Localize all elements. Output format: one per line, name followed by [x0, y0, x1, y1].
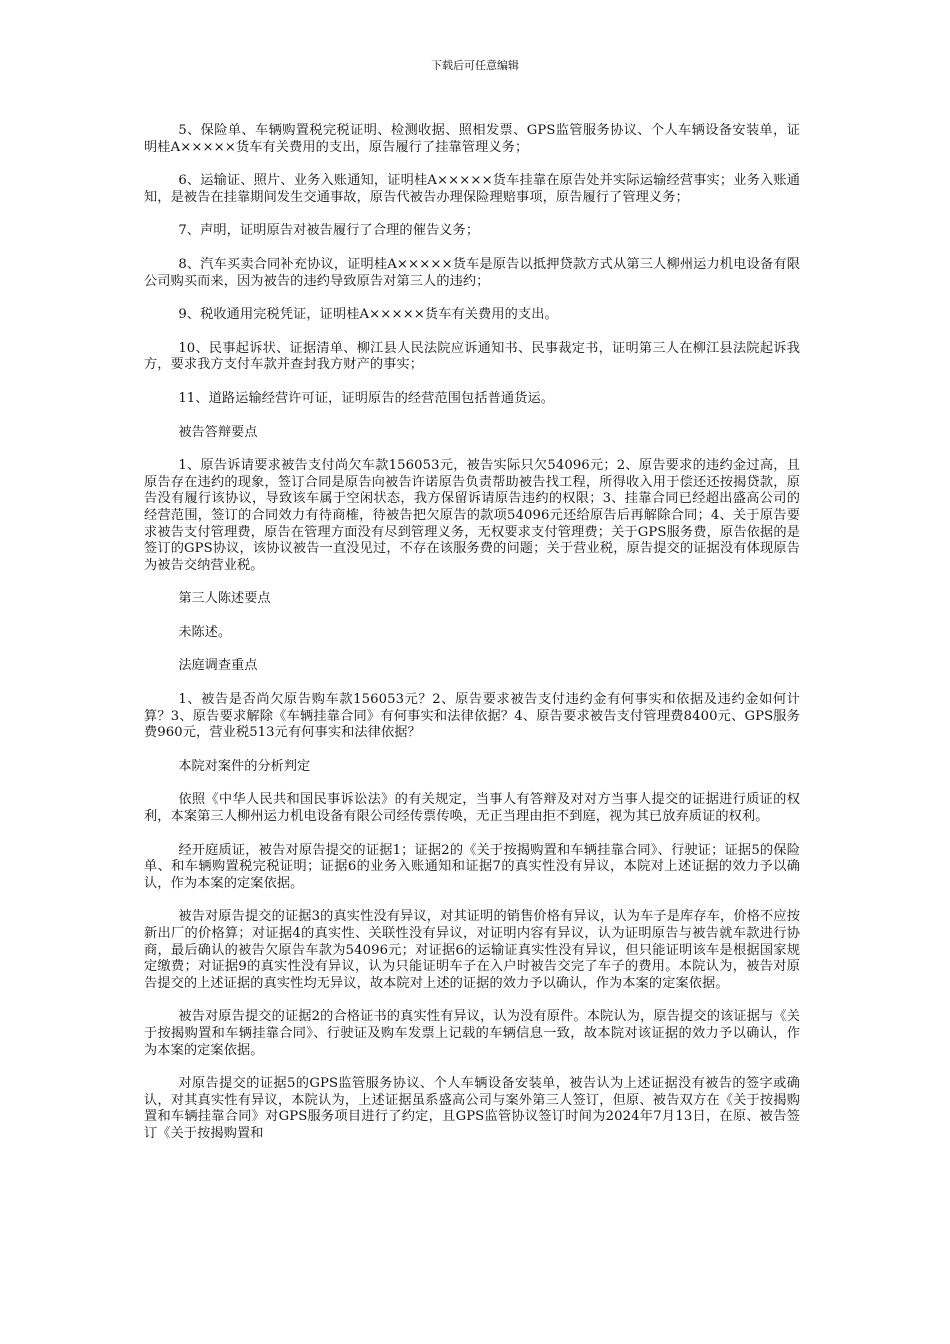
paragraph-analysis-3: 被告对原告提交的证据3的真实性没有异议，对其证明的销售价格有异议，认为车子是库存车，价格不应按新出厂的价格算；对证据4的真实性、关联性没有异议，对证明内容有异议，认为证明原告与被告就车款进行协商，最后确认的被告欠原告车款为54096元；对证据6的运输证真实性没有异议，但只能证明该车是根据国家规定缴费；对证据9的真实性没有异议，认为只能证明车子在入户时被告交完了车子的费用。本院认为，被告对原告提交的上述证据的真实性均无异议，故本院对上述的证据的效力予以确认，作为本案的定案依据。	[144, 909, 800, 991]
paragraph-defendant-reply: 1、原告诉请要求被告支付尚欠车款156053元，被告实际只欠54096元；2、原告要求的违约金过高，且原告存在违约的现象，签订合同是原告向被告许诺原告负责帮助被告找工程，所得收入用于偿还还按揭贷款，原告没有履行该协议，导致该车属于空闲状态，我方保留诉请原告违约的权限；3、挂靠合同已经超出盛高公司的经营范围，签订的合同效力有待商榷，待被告把欠原告的款项54096元还给原告后再解除合同；4、关于原告要求被告支付管理费，原告在管理方面没有尽到管理义务，无权要求支付管理费；关于GPS服务费，原告依据的是签订的GPS协议，该协议被告一直没见过，不存在该服务费的问题；关于营业税，原告提交的证据没有体现原告为被告交纳营业税。	[144, 458, 800, 573]
paragraph-analysis-1: 依照《中华人民共和国民事诉讼法》的有关规定，当事人有答辩及对对方当事人提交的证据进行质证的权利，本案第三人柳州运力机电设备有限公司经传票传唤，无正当理由拒不到庭，视为其已放弃质证的权利。	[144, 792, 800, 825]
paragraph-analysis-5: 对原告提交的证据5的GPS监管服务协议、个人车辆设备安装单，被告认为上述证据没有被告的签字或确认，对其真实性有异议，本院认为，上述证据虽系盛高公司与案外第三人签订，但原、被告双方在《关于按揭购置和车辆挂靠合同》对GPS服务项目进行了约定，且GPS监管协议签订时间为2024年7月13日，在原、被告签订《关于按揭购置和	[144, 1076, 800, 1141]
document-body	[144, 123, 800, 1160]
paragraph-third-party: 未陈述。	[178, 624, 232, 640]
paragraph-analysis-2: 经开庭质证，被告对原告提交的证据1；证据2的《关于按揭购置和车辆挂靠合同》、行驶证；证据5的保险单、和车辆购置税完税证明；证据6的业务入账通知和证据7的真实性没有异议，本院对上述证据的效力予以确认，作为本案的定案依据。	[144, 842, 800, 891]
paragraph-evidence-6: 6、运输证、照片、业务入账通知，证明桂A×××××货车挂靠在原告处并实际运输经营事实；业务入账通知，是被告在挂靠期间发生交通事故，原告代被告办理保险理赔事项，原告履行了管理义务；	[144, 173, 800, 205]
paragraph-evidence-11: 11、道路运输经营许可证，证明原告的经营范围包括普通货运。	[178, 390, 555, 406]
page-header: 下载后可任意编辑	[431, 59, 519, 72]
section-heading-third-party: 第三人陈述要点	[178, 591, 271, 607]
paragraph-evidence-10: 10、民事起诉状、证据清单、柳江县人民法院应诉通知书、民事裁定书，证明第三人在柳江县法院起诉我方，要求我方支付车款并查封我方财产的事实；	[144, 340, 800, 373]
paragraph-evidence-8: 8、汽车买卖合同补充协议，证明桂A×××××货车是原告以抵押贷款方式从第三人柳州运力机电设备有限公司购买而来，因为被告的违约导致原告对第三人的违约；	[144, 256, 800, 289]
section-heading-court-focus: 法庭调查重点	[178, 658, 258, 674]
paragraph-analysis-4: 被告对原告提交的证据2的合格证书的真实性有异议，认为没有原件。本院认为，原告提交的该证据与《关于按揭购置和车辆挂靠合同》、行驶证及购车发票上记载的车辆信息一致，故本院对该证据的效力予以确认，作为本案的定案依据。	[144, 1009, 800, 1058]
paragraph-court-focus: 1、被告是否尚欠原告购车款156053元？2、原告要求被告支付违约金有何事实和依据及违约金如何计算？3、原告要求解除《车辆挂靠合同》有何事实和法律依据？4、原告要求被告支付管理费8400元、GPS服务费960元，营业税513元有何事实和法律依据？	[144, 692, 800, 741]
paragraph-evidence-7: 7、声明，证明原告对被告履行了合理的催告义务；	[178, 223, 480, 239]
paragraph-evidence-5: 5、保险单、车辆购置税完税证明、检测收据、照相发票、GPS监管服务协议、个人车辆设备安装单，证明桂A×××××货车有关费用的支出，原告履行了挂靠管理义务；	[144, 123, 800, 155]
section-heading-court-analysis: 本院对案件的分析判定	[178, 758, 311, 774]
paragraph-evidence-9: 9、税收通用完税凭证，证明桂A×××××货车有关费用的支出。	[178, 307, 558, 323]
section-heading-defendant-reply: 被告答辩要点	[178, 424, 258, 440]
